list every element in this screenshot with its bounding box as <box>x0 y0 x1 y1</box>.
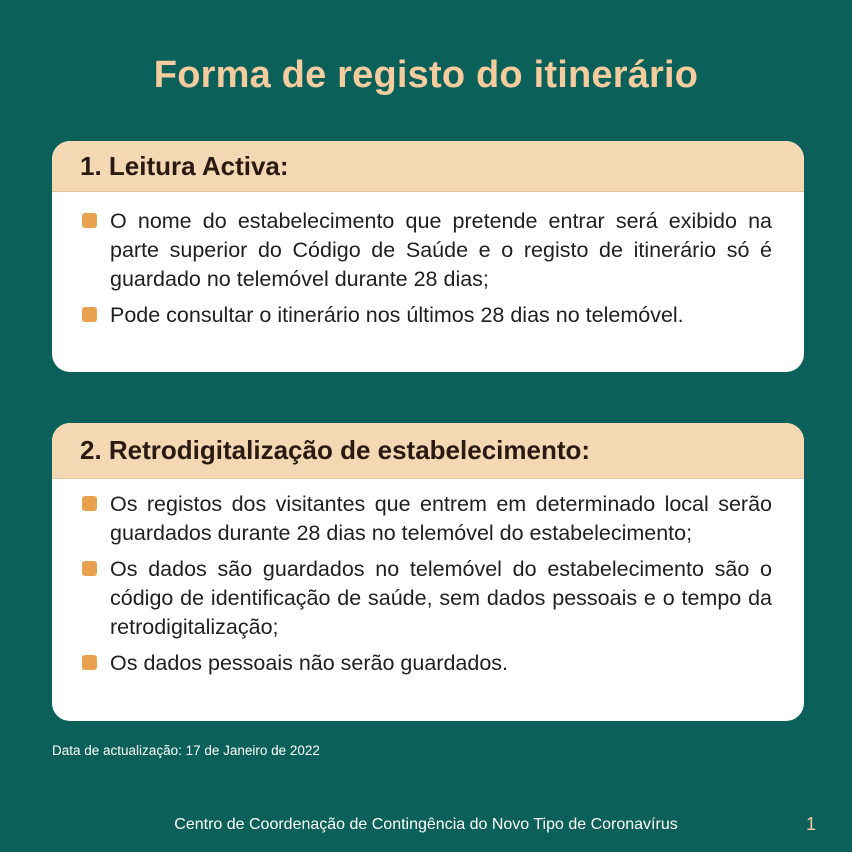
list-item-text: Os dados pessoais não serão guardados. <box>110 651 509 675</box>
section-card-retrodigitalizacao <box>52 423 804 721</box>
bullet-square-icon <box>82 655 97 670</box>
bullet-list <box>52 479 804 678</box>
list-item-text: Os registos dos visitantes que entrem em determinado local serão guardados durante 28 dias no telemóvel do estabelecimento; <box>110 492 772 545</box>
list-item <box>82 490 772 548</box>
page-title: Forma de registo do itinerário <box>153 54 699 96</box>
bullet-square-icon <box>82 496 97 511</box>
bullet-square-icon <box>82 307 97 322</box>
list-item <box>82 649 772 678</box>
bullet-list <box>52 192 804 330</box>
list-item-text: O nome do estabelecimento que pretende entrar será exibido na parte superior do Código de Saúde e o registo de itinerário só é guardado no telemóvel durante 28 dias; <box>110 209 772 291</box>
section-heading: 2. Retrodigitalização de estabelecimento: <box>52 423 804 479</box>
section-heading: 1. Leitura Activa: <box>52 141 804 192</box>
list-item <box>82 207 772 294</box>
footer-organization: Centro de Coordenação de Contingência do Novo Tipo de Coronavírus <box>174 816 678 833</box>
list-item <box>82 301 772 330</box>
section-card-leitura-activa <box>52 141 804 372</box>
bullet-square-icon <box>82 213 97 228</box>
page-number: 1 <box>805 814 816 834</box>
list-item-text: Pode consultar o itinerário nos últimos 28 dias no telemóvel. <box>110 303 684 327</box>
bullet-square-icon <box>82 561 97 576</box>
list-item <box>82 555 772 642</box>
update-date: Data de actualização: 17 de Janeiro de 2022 <box>52 743 320 758</box>
list-item-text: Os dados são guardados no telemóvel do estabelecimento são o código de identificação de saúde, sem dados pessoais e o tempo da retrodigitalização; <box>110 557 772 639</box>
